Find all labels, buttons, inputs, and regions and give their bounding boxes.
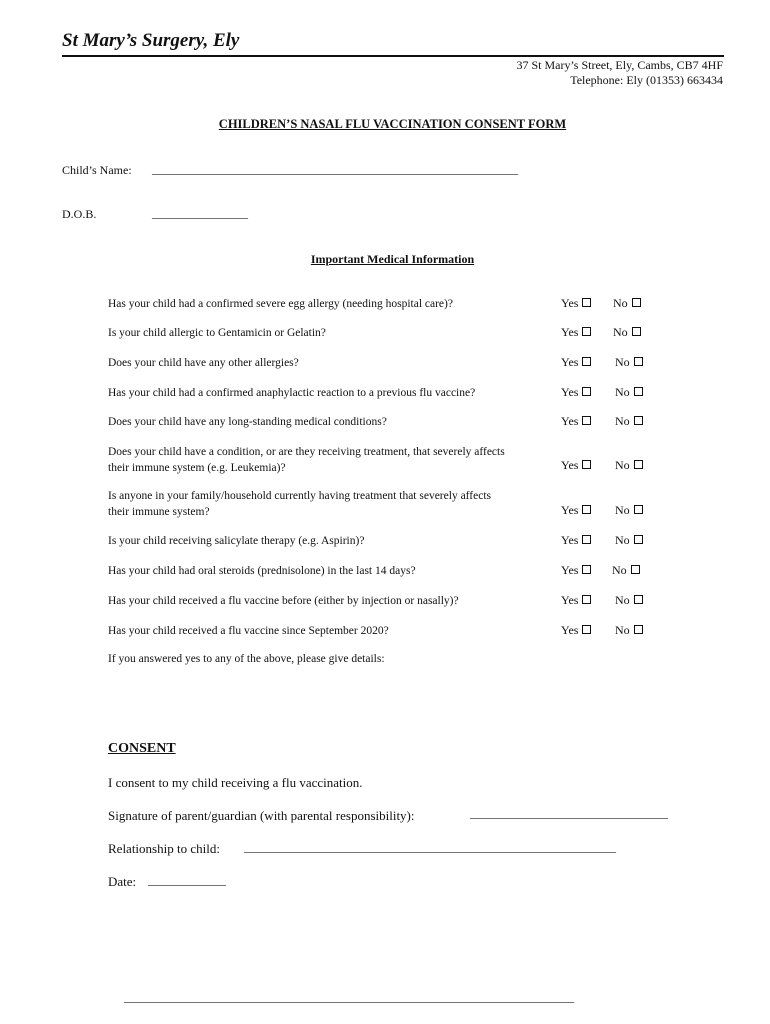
- date-label: Date:: [108, 874, 137, 889]
- yes-checkbox-7[interactable]: [561, 503, 591, 518]
- surgery-telephone: Telephone: Ely (01353) 663434: [570, 73, 723, 87]
- dob-label: D.O.B.: [62, 207, 97, 221]
- checkbox-icon: [582, 505, 591, 514]
- checkbox-icon: [582, 327, 591, 336]
- no-checkbox-10[interactable]: [615, 593, 643, 608]
- checkbox-icon: [634, 535, 643, 544]
- no-label: No: [615, 355, 630, 369]
- checkbox-icon: [634, 357, 643, 366]
- question-3: Does your child have any other allergies?: [108, 357, 299, 369]
- no-label: No: [613, 325, 628, 339]
- yes-checkbox-2[interactable]: [561, 325, 591, 340]
- question-6: Does your child have a condition, or are they receiving treatment, that severely affects their immune system (e.g. Leukemia)?: [108, 446, 505, 474]
- form-title: CHILDREN’S NASAL FLU VACCINATION CONSENT FORM: [218, 117, 567, 131]
- relationship-label: Relationship to child:: [108, 841, 220, 856]
- checkbox-icon: [634, 460, 643, 469]
- yes-checkbox-10[interactable]: [561, 593, 591, 608]
- no-checkbox-5[interactable]: [615, 414, 643, 429]
- yes-checkbox-1[interactable]: [561, 296, 591, 311]
- surgery-title: St Mary’s Surgery, Ely: [62, 30, 240, 51]
- checkbox-icon: [582, 460, 591, 469]
- signature-label: Signature of parent/guardian (with parental responsibility):: [108, 808, 415, 823]
- dob-field[interactable]: ________________: [152, 206, 248, 220]
- question-11: Has your child received a flu vaccine since September 2020?: [108, 625, 389, 637]
- yes-label: Yes: [561, 503, 579, 517]
- consent-heading: CONSENT: [108, 741, 176, 756]
- no-label: No: [615, 458, 630, 472]
- details-prompt: If you answered yes to any of the above, please give details:: [108, 653, 385, 665]
- no-label: No: [615, 593, 630, 607]
- yes-label: Yes: [561, 296, 579, 310]
- no-label: No: [615, 503, 630, 517]
- checkbox-icon: [582, 595, 591, 604]
- checkbox-icon: [631, 565, 640, 574]
- yes-label: Yes: [561, 355, 579, 369]
- question-1: Has your child had a confirmed severe egg allergy (needing hospital care)?: [108, 298, 453, 310]
- yes-checkbox-5[interactable]: [561, 414, 591, 429]
- question-8: Is your child receiving salicylate therapy (e.g. Aspirin)?: [108, 535, 365, 547]
- no-label: No: [615, 414, 630, 428]
- yes-label: Yes: [561, 325, 579, 339]
- yes-checkbox-11[interactable]: [561, 623, 591, 638]
- checkbox-icon: [582, 387, 591, 396]
- no-checkbox-9[interactable]: [612, 563, 640, 578]
- no-checkbox-2[interactable]: [613, 325, 641, 340]
- yes-checkbox-3[interactable]: [561, 355, 591, 370]
- yes-label: Yes: [561, 385, 579, 399]
- no-checkbox-8[interactable]: [615, 533, 643, 548]
- checkbox-icon: [582, 565, 591, 574]
- footer-line: ___________________________________________________________________________: [124, 990, 574, 1004]
- checkbox-icon: [582, 357, 591, 366]
- no-checkbox-4[interactable]: [615, 385, 643, 400]
- yes-label: Yes: [561, 623, 579, 637]
- yes-checkbox-9[interactable]: [561, 563, 591, 578]
- no-checkbox-7[interactable]: [615, 503, 643, 518]
- question-9: Has your child had oral steroids (prednisolone) in the last 14 days?: [108, 565, 416, 577]
- signature-field[interactable]: _________________________________: [470, 806, 668, 820]
- yes-label: Yes: [561, 414, 579, 428]
- yes-checkbox-8[interactable]: [561, 533, 591, 548]
- checkbox-icon: [582, 298, 591, 307]
- question-2: Is your child allergic to Gentamicin or Gelatin?: [108, 327, 326, 339]
- checkbox-icon: [632, 298, 641, 307]
- no-checkbox-6[interactable]: [615, 458, 643, 473]
- yes-label: Yes: [561, 458, 579, 472]
- no-checkbox-3[interactable]: [615, 355, 643, 370]
- child-name-field[interactable]: _____________________________________________________________: [152, 162, 518, 176]
- yes-label: Yes: [561, 563, 579, 577]
- yes-checkbox-6[interactable]: [561, 458, 591, 473]
- child-name-label: Child’s Name:: [62, 163, 132, 177]
- question-7: Is anyone in your family/household currently having treatment that severely affects their immune system?: [108, 490, 491, 518]
- checkbox-icon: [634, 625, 643, 634]
- question-4: Has your child had a confirmed anaphylactic reaction to a previous flu vaccine?: [108, 387, 476, 399]
- no-label: No: [615, 533, 630, 547]
- question-10: Has your child received a flu vaccine before (either by injection or nasally)?: [108, 595, 459, 607]
- checkbox-icon: [582, 625, 591, 634]
- no-checkbox-1[interactable]: [613, 296, 641, 311]
- no-label: No: [612, 563, 627, 577]
- header-rule: [62, 55, 724, 57]
- yes-label: Yes: [561, 593, 579, 607]
- checkbox-icon: [634, 387, 643, 396]
- section-title: Important Medical Information: [310, 252, 475, 266]
- checkbox-icon: [582, 535, 591, 544]
- checkbox-icon: [634, 416, 643, 425]
- checkbox-icon: [634, 505, 643, 514]
- surgery-address: 37 St Mary’s Street, Ely, Cambs, CB7 4HF: [516, 58, 723, 72]
- question-5: Does your child have any long-standing medical conditions?: [108, 416, 387, 428]
- yes-checkbox-4[interactable]: [561, 385, 591, 400]
- checkbox-icon: [582, 416, 591, 425]
- date-field[interactable]: _____________: [148, 873, 226, 887]
- no-checkbox-11[interactable]: [615, 623, 643, 638]
- relationship-field[interactable]: ______________________________________________________________: [244, 840, 616, 854]
- no-label: No: [615, 623, 630, 637]
- checkbox-icon: [632, 327, 641, 336]
- consent-statement: I consent to my child receiving a flu vaccination.: [108, 775, 363, 790]
- yes-label: Yes: [561, 533, 579, 547]
- checkbox-icon: [634, 595, 643, 604]
- no-label: No: [613, 296, 628, 310]
- no-label: No: [615, 385, 630, 399]
